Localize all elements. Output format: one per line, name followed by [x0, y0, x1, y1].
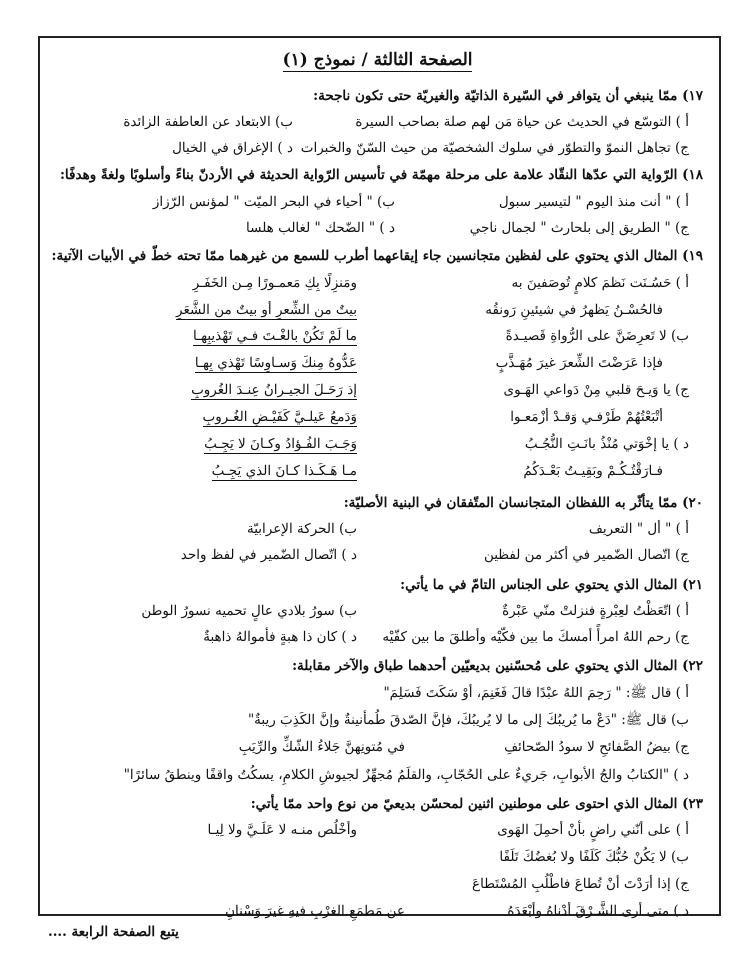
- q17-option-d: د ) الإغراق في الخيال: [172, 140, 293, 156]
- q19-a-line2-left: بيتٌ من الشِّعرِ أو بيتٌ من الشَّعَرِ: [176, 302, 357, 318]
- q23-option-a-right: أ ) على أنّني راضٍ بأنْ أحمِلَ الهَوى: [497, 822, 689, 838]
- q21-option-d: د ) كان ذا هبةٍ فأموالهُ ذاهبةٌ: [203, 629, 357, 645]
- q17-option-c: ج) تجاهل النموّ والتطوّر في سلوك الشخصيّة من حيث السّنّ والخبرات: [300, 140, 689, 156]
- q22-option-d: د ) "الكتابُ والجُ الأبوابِ، جَريءٌ على الحُجّابِ، والقلَمُ مُجهِّزٌ لجيوشِ الكلامِ، يسكُتُ واقفًا وينطقُ سائرًا": [123, 767, 689, 783]
- q19-d-line2-left: مـا هَـكَـذا كـانَ الذي يَجِـبُ: [211, 463, 357, 479]
- q19-d-line1-right: د ) يا إخْوَتي مُنْذُ بانَـتِ النُّجُـبُ: [524, 436, 689, 452]
- q22-option-b: ب) قال ﷺ: "دَعْ ما يُريبُكَ إلى ما لا يُريبُكَ، فإنَّ الصّدقَ طُمأنينةٌ وإنَّ الكَذِبَ ريبةٌ": [247, 712, 689, 728]
- question-18: ١٨) الرّواية التي عدّها النقّاد علامة على مرحلة مهمّة في تأسيس الرّواية الحديثة في الأردنّ بناءً وأسلوبًا ولغةً وهدفًا:: [59, 167, 703, 183]
- q21-option-c: ج) رحم اللهُ امرأً أمسكَ ما بين فكّيْه وأطلقَ ما بين كفّيْه: [382, 629, 689, 645]
- q18-option-d: د ) " الضّحك " لغالب هلسا: [246, 220, 395, 236]
- question-20: ٢٠) ممّا يتأثّر به اللفظان المتجانسان المتّفقان في البنية الأصليّة:: [343, 495, 703, 511]
- q20-option-c: ج) اتّصال الضّمير في أكثر من لفظين: [483, 547, 689, 563]
- q23-option-d-right: د ) متى أرى الشَّـرْقَ أدْناهُ وأبْعَدَهُ: [507, 903, 689, 919]
- q18-option-c: ج) " الطريق إلى بلحارث " لجمال ناجي: [469, 220, 689, 236]
- q23-option-d-left: عن مَطمَعِ الغرْبِ فيهِ غيرَ وَسْنانِ: [225, 903, 405, 919]
- q18-option-b: ب) " أحياء في البحر الميّت " لمؤنس الرّزاز: [152, 194, 395, 210]
- q19-c-line1-right: ج) يا وَيـحَ قلبي مِنْ دَواعي الهَـوى: [503, 382, 689, 398]
- q19-c-line2-right: أتْبَعْتُهُمْ طَرْفـي وَقـدْ أزْمَعـوا: [510, 409, 663, 425]
- q19-a-line1-left: ومَنزِلًا بِكِ مَعمـورًا مِـن الخَفَـرِ: [192, 275, 357, 291]
- q19-c-line1-left: إذ رَحَـلَ الجيـرانُ عِنـدَ الغُروبِ: [191, 382, 357, 398]
- page-title: الصفحة الثالثة / نموذج (١): [282, 50, 473, 70]
- q19-b-line2-right: فإذا عَرَضْتَ الشِّعرَ غيرَ مُهَـذَّبٍ: [495, 355, 663, 371]
- q22-option-c-right: ج) بيضُ الصَّفائحِ لا سودُ الصّحائفِ: [504, 739, 689, 755]
- q21-option-a: أ ) اتّعَظْتُ لعِبْرةٍ فنزلتْ منّي عَبْرةٌ: [502, 603, 689, 619]
- question-21: ٢١) المثال الذي يحتوي على الجناس التامّ في ما يأتي:: [400, 577, 703, 593]
- footer-continue-note: يتبع الصفحة الرابعة ....: [48, 924, 179, 940]
- q20-option-d: د ) اتّصال الضّمير في لفظ واحد: [180, 547, 357, 563]
- q23-option-b: ب) لا يَكُنْ حُبُّكَ كَلَفًا ولا بُغضُكَ تَلَفًا: [499, 849, 689, 865]
- question-17: ١٧) ممّا ينبغي أن يتوافر في السّيرة الذاتيّة والغيريّة حتى تكون ناجحة:: [313, 88, 703, 104]
- q23-option-a-left: وأخْلُص منـه لا عَلَـيَّ ولا لِيـا: [207, 822, 357, 838]
- q20-option-b: ب) الحركة الإعرابيّة: [246, 521, 357, 537]
- q19-d-line1-left: وَجَـبَ الفُـؤادُ وكـانَ لا يَجِـبُ: [204, 436, 357, 452]
- q22-option-a: أ ) قال ﷺ: " رَحِمَ اللهُ عبْدًا قالَ فَغَنِمَ، أوْ سَكَتَ فَسَلِمَ": [383, 685, 689, 701]
- question-19: ١٩) المثال الذي يحتوي على لفظين متجانسين جاء إيقاعهما أطرب للسمع من غيرهما ممّا تحته خطّ في الأبيات الآتية:: [51, 248, 703, 264]
- q19-a-line1-right: أ ) حَسُـنَت نَظمَ كلامٍ تُوصَفينَ به: [511, 275, 689, 291]
- q19-a-line2-right: فالحُسْـنُ يَظهرُ في شيئينِ رَونقُه: [485, 302, 663, 318]
- q19-b-line1-left: ما لَمْ تَكُنْ بالغْـتَ فـي تَهْذيبِهـا: [193, 328, 357, 344]
- q20-option-a: أ ) " أل " التعريف: [588, 521, 689, 537]
- q17-option-b: ب) الابتعاد عن العاطفة الزائدة: [123, 114, 293, 130]
- q19-c-line2-left: وَدَمعُ عَيلـيَّ كَفَيْـضِ الغُـروبِ: [202, 409, 357, 425]
- question-22: ٢٢) المثال الذي يحتوي على مُحسّنين بديعيّين أحدهما طباق والآخر مقابلة:: [292, 658, 703, 674]
- q19-b-line1-right: ب) لا تَعرِضَنَّ على الرُّواةِ قَصيـدةً: [505, 328, 689, 344]
- question-23: ٢٣) المثال الذي احتوى على موطنين اثنين لمحسّن بديعيّ من نوع واحد ممّا يأتي:: [250, 796, 703, 812]
- q19-b-line2-left: عَدُّوهُ مِنكَ وَسـاوِسًا تَهْذي بِهـا: [194, 355, 357, 371]
- q19-d-line2-right: فـارَقْتُـكُـمْ وبَقِيـتُ بَعْـدَكُمُ: [523, 463, 663, 479]
- q21-option-b: ب) سورُ بلادي عالٍ تحميه نسورُ الوطن: [141, 603, 357, 619]
- q22-option-c-left: في مُتونِهنَّ جَلاءُ الشّكِّ والرِّيَبِ: [238, 739, 405, 755]
- q17-option-a: أ ) التوسّع في الحديث عن حياة مَن لهم صلة بصاحب السيرة: [355, 114, 689, 130]
- q18-option-a: أ ) " أنت منذ اليوم " لتيسير سبول: [498, 194, 689, 210]
- q23-option-c: ج) إذا أرَدْتَ أنْ تُطاعَ فاطْلُبِ المُسْتَطاعَ: [472, 876, 689, 892]
